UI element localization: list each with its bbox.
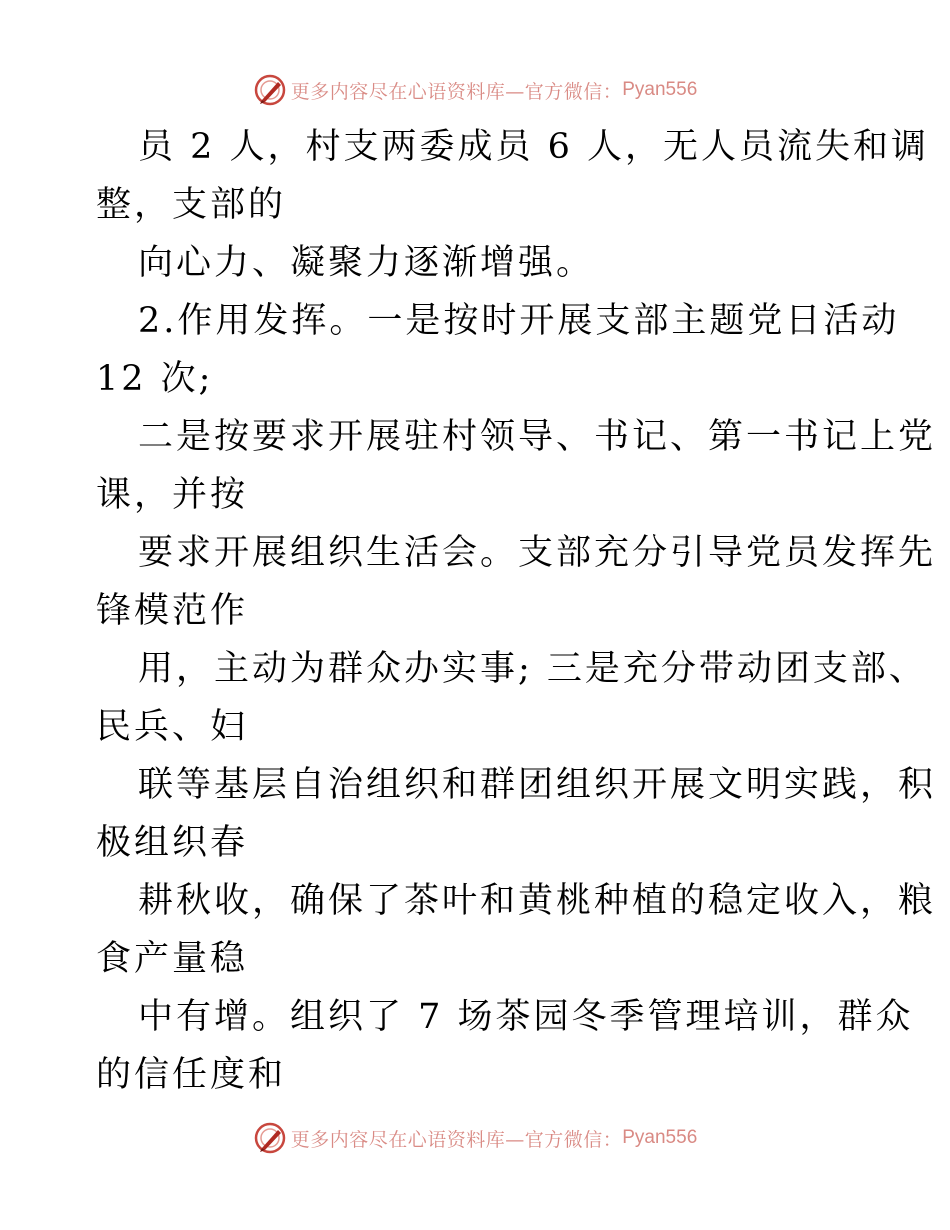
text-line: 中有增。组织了 7 场茶园冬季管理培训，群众: [138, 997, 914, 1037]
text-line: 食产量稳: [96, 939, 249, 979]
text-line: 员 2 人，村支两委成员 6 人，无人员流失和调: [138, 127, 930, 167]
text-line: 向心力、凝聚力逐渐增强。: [138, 243, 595, 283]
text-line: 二是按要求开展驻村领导、书记、第一书记上党: [138, 417, 937, 457]
text-line: 12 次;: [96, 359, 214, 399]
text-line: 用，主动为群众办实事; 三是充分带动团支部、: [138, 649, 927, 689]
pen-logo-icon: [253, 73, 287, 107]
text-line: 锋模范作: [96, 591, 249, 631]
text-line: 的信任度和: [96, 1055, 287, 1095]
text-line: 联等基层自治组织和群团组织开展文明实践，积: [138, 765, 937, 805]
watermark-text: 更多内容尽在心语资料库—官方微信：: [290, 80, 623, 103]
watermark-text: 更多内容尽在心语资料库—官方微信：: [290, 1128, 623, 1151]
watermark-wechat-id: Pyan556: [622, 1127, 698, 1148]
text-line: 耕秋收，确保了茶叶和黄桃种植的稳定收入，粮: [138, 881, 937, 921]
watermark-wechat-id: Pyan556: [622, 79, 698, 100]
header-watermark: [0, 70, 950, 110]
text-line: 民兵、妇: [96, 707, 249, 747]
text-line: 要求开展组织生活会。支部充分引导党员发挥先: [138, 533, 937, 573]
text-line: 整，支部的: [96, 185, 287, 225]
body-text: [96, 118, 937, 1104]
text-line: 极组织春: [96, 823, 249, 863]
text-line: 课，并按: [96, 475, 249, 515]
text-line: 2.作用发挥。一是按时开展支部主题党日活动: [138, 301, 900, 341]
footer-watermark: [0, 1118, 950, 1158]
pen-logo-icon: [253, 1121, 287, 1155]
